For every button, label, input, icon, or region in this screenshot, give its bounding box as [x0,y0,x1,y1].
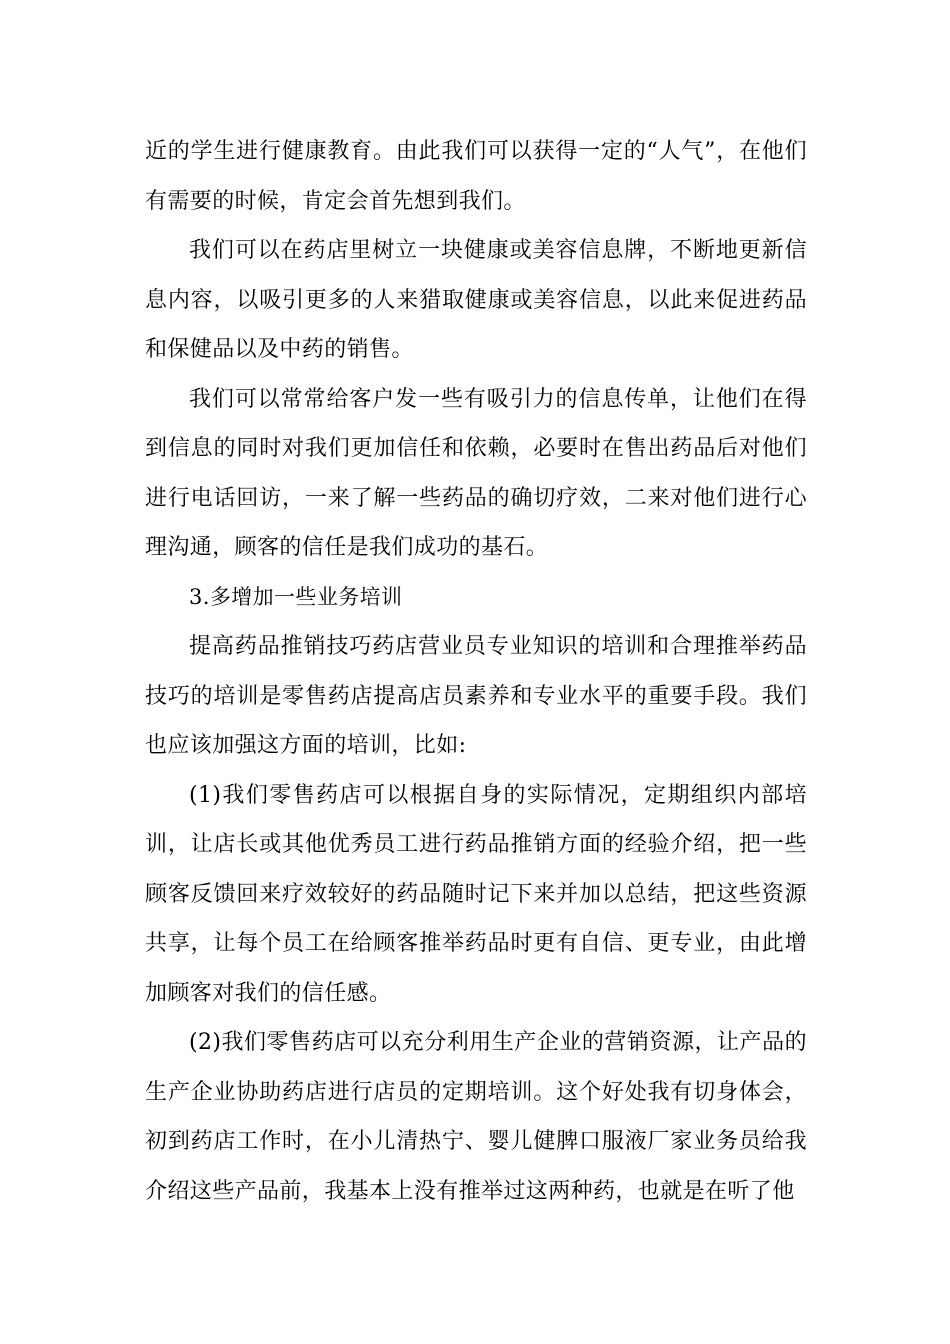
paragraph-manufacturer-training: (2)我们零售药店可以充分利用生产企业的营销资源，让产品的生产企业协助药店进行店员的定期培训。这个好处我有切身体会，初到药店工作时，在小儿清热宁、婴儿健脾口服液厂家业务员给我介绍这些产品前，我基本上没有推举过这两种药，也就是在听了他 [145,1030,807,1204]
document-body [145,127,807,1216]
paragraph-flyers: 我们可以常常给客户发一些有吸引力的信息传单，让他们在得到信息的同时对我们更加信任和依赖，必要时在售出药品后对他们进行电话回访，一来了解一些药品的确切疗效，二来对他们进行心理沟通，顾客的信任是我们成功的基石。 [145,386,807,560]
paragraph-internal-training: (1)我们零售药店可以根据自身的实际情况，定期组织内部培训，让店长或其他优秀员工进行药品推销方面的经验介绍，把一些顾客反馈回来疗效较好的药品随时记下来并加以总结，把这些资源共享，让每个员工在给顾客推举药品时更有自信、更专业，由此增加顾客对我们的信任感。 [145,782,807,1006]
paragraph-continuation: 近的学生进行健康教育。由此我们可以获得一定的“人气”，在他们有需要的时候，肯定会首先想到我们。 [145,139,807,214]
paragraph-info-board: 我们可以在药店里树立一块健康或美容信息牌，不断地更新信息内容，以吸引更多的人来猎取健康或美容信息，以此来促进药品和保健品以及中药的销售。 [145,238,807,362]
section-heading-training: 3.多增加一些业务培训 [189,584,403,609]
paragraph-training-intro: 提高药品推销技巧药店营业员专业知识的培训和合理推举药品技巧的培训是零售药店提高店员素养和专业水平的重要手段。我们也应该加强这方面的培训，比如: [145,634,807,758]
